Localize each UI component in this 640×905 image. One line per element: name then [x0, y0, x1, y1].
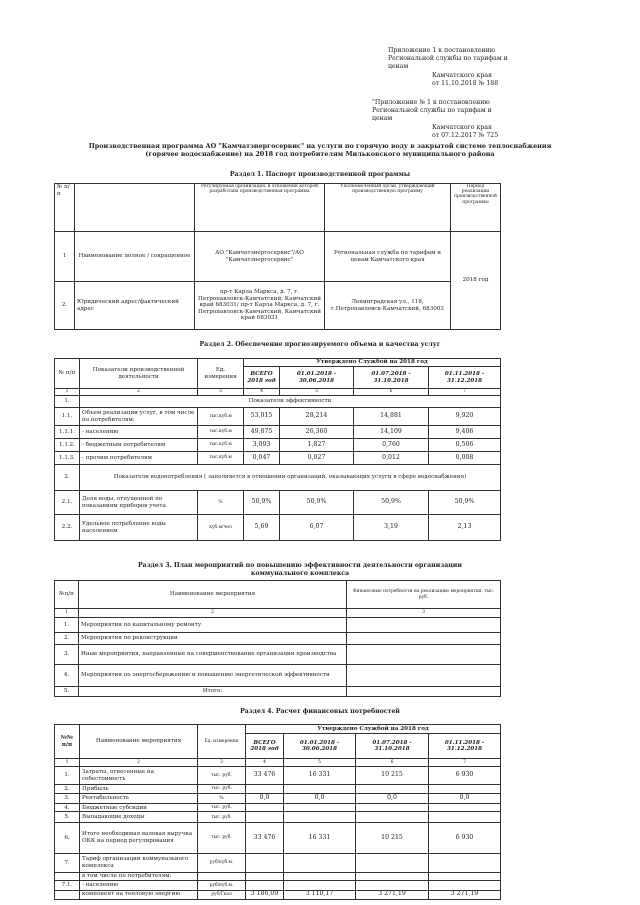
measure-value — [347, 687, 501, 697]
col-number: 5 — [280, 389, 354, 396]
value-period1: 26,360 — [280, 426, 354, 439]
value-total — [246, 881, 284, 890]
value-period1: 0,0 — [284, 793, 356, 803]
row-label: - населению — [80, 426, 198, 439]
value-total: 3 186,09 — [246, 890, 284, 899]
row-label: Прибыль — [80, 785, 198, 793]
header-name: Наименование мероприятия — [79, 581, 347, 609]
group-label: Показатели водопотребления ( заполняется в отношении организаций, оказывающих услуги в сфере водоснабжения) — [80, 465, 501, 491]
row-unit: куб.м/чел — [198, 515, 244, 541]
row-unit: тыс.куб.м — [198, 439, 244, 452]
row-unit: тыс.куб.м — [198, 452, 244, 465]
measure-name: Мероприятия по реконструкции — [79, 633, 347, 645]
row-num: 2.2. — [55, 515, 80, 541]
value-period2: 10 215 — [356, 822, 429, 853]
row-num: 5. — [55, 812, 80, 822]
value-period1 — [284, 785, 356, 793]
measures-table — [54, 580, 501, 697]
authority-name: Региональная служба по тарифам и ценам Камчатского края — [325, 232, 451, 282]
header-approved: Утверждено Службой на 2018 год — [246, 725, 501, 734]
volume-table — [54, 358, 501, 541]
value-total — [246, 872, 284, 880]
measure-name: Мероприятия по капитальному ремонту — [79, 618, 347, 633]
header-total: ВСЕГО 2018 год — [246, 734, 284, 759]
header-period3: 01.11.2018 - 31.12.2018 — [429, 734, 501, 759]
col-number: 5 — [284, 759, 356, 766]
col-number: 3 — [198, 389, 244, 396]
measure-value — [347, 618, 501, 633]
value-period1: 28,214 — [280, 408, 354, 426]
header-finance: Финансовые потребности на реализацию мероприятия, тыс. руб. — [347, 581, 501, 609]
row-num: 7. — [55, 854, 80, 873]
row-num: 6. — [55, 822, 80, 853]
org-name: АО "Камчатэнергосервис"/АО "Камчатэнергосервис" — [195, 232, 325, 282]
row-label: Рентабельность — [80, 793, 198, 803]
value-period1: 3 110,17 — [284, 890, 356, 899]
measure-name: Иные мероприятия, направленные на совершенствование организации производства — [79, 645, 347, 665]
row-num: 2. — [55, 633, 79, 645]
appendix-previous — [372, 99, 512, 140]
row-num: 1. — [55, 618, 79, 633]
value-total — [246, 804, 284, 812]
value-period2 — [356, 812, 429, 822]
col-number: 3 — [347, 609, 501, 618]
passport-table — [54, 183, 501, 330]
authority-address: Ленинградская ул., 118, г.Петропавловск-Камчатский, 683003 — [325, 282, 451, 330]
value-total: 50,9% — [244, 491, 280, 515]
value-period3 — [429, 854, 501, 873]
title-line: Производственная программа АО "Камчатэнергосервис" на услуги по горячую воду в закрытой системе теплоснабжения — [88, 142, 552, 150]
row-label: Юридический адрес/фактический адрес — [75, 282, 195, 330]
value-total: 33 476 — [246, 822, 284, 853]
value-period2: 0,760 — [354, 439, 429, 452]
row-num: 4. — [55, 804, 80, 812]
col-number: 1 — [55, 759, 80, 766]
header-period2: 01.07.2018 - 31.10.2018 — [356, 734, 429, 759]
col-number: 2 — [79, 609, 347, 618]
header-cell: Период реализации производственной программы — [451, 184, 501, 232]
col-number: 4 — [246, 759, 284, 766]
row-unit: тыс. руб. — [198, 804, 246, 812]
measure-name: Мероприятия по энергосбережению и повышению энергетической эффективности — [79, 665, 347, 687]
row-num: 2.1. — [55, 491, 80, 515]
value-period2: 3,19 — [354, 515, 429, 541]
row-unit: тыс. руб. — [198, 812, 246, 822]
value-period2: 10 215 — [356, 766, 429, 785]
row-num: 1. — [55, 766, 80, 785]
value-period3: 2,13 — [429, 515, 501, 541]
title-line: коммунального комплекса — [250, 570, 350, 577]
col-number: 7 — [429, 389, 501, 396]
row-num: 3. — [55, 793, 80, 803]
col-number: 2 — [80, 759, 198, 766]
section2-title: Раздел 2. Обеспечение прогнозируемого объема и качества услуг — [199, 341, 441, 348]
row-label: компонент на тепловую энергию — [80, 890, 198, 899]
header-cell: Уполномоченный орган, утверждающий производственную программу — [325, 184, 451, 232]
value-period1: 1,827 — [280, 439, 354, 452]
row-unit: тыс. руб. — [198, 785, 246, 793]
row-num: 2. — [55, 785, 80, 793]
appendix-line: от 07.12.2017 № 725 — [432, 131, 499, 139]
value-period2: 0,012 — [354, 452, 429, 465]
col-number: 2 — [80, 389, 198, 396]
appendix-line: Региональной службы по тарифам и ценам — [388, 55, 508, 71]
value-period3: 0,0 — [429, 793, 501, 803]
value-period3 — [429, 881, 501, 890]
measure-value — [347, 665, 501, 687]
row-num: 1.1.1. — [55, 426, 80, 439]
value-period3: 50,9% — [429, 491, 501, 515]
value-period1: 16 331 — [284, 766, 356, 785]
value-total — [246, 812, 284, 822]
value-total: 53,015 — [244, 408, 280, 426]
value-period1: 6,07 — [280, 515, 354, 541]
value-total: 0,0 — [246, 793, 284, 803]
row-label: - населению — [80, 881, 198, 890]
header-indicator: Показатели производственной деятельности — [80, 359, 198, 389]
appendix-current — [388, 47, 518, 88]
value-period1: 50,9% — [280, 491, 354, 515]
header-unit: Ед. измерения — [198, 725, 246, 759]
value-period3: 9,920 — [429, 408, 501, 426]
section1-title: Раздел 1. Паспорт производственной программы — [229, 171, 411, 178]
appendix-line: Камчатского края — [432, 123, 492, 131]
value-period2: 14,881 — [354, 408, 429, 426]
value-period3 — [429, 872, 501, 880]
row-label: Удельное потребление воды населением — [80, 515, 198, 541]
row-num: 1.1.2. — [55, 439, 80, 452]
section3-title — [40, 562, 560, 578]
row-unit: тыс.куб.м — [198, 408, 244, 426]
section4-title: Раздел 4. Расчет финансовых потребностей — [240, 708, 400, 715]
value-period1: 16 331 — [284, 822, 356, 853]
value-period1: 0,027 — [280, 452, 354, 465]
row-num — [55, 872, 80, 880]
group-label: Показатели эффективности — [80, 396, 501, 408]
header-approved: Утверждено Службой на 2018 год — [244, 359, 501, 367]
row-label: Наименование полное / сокращенное — [75, 232, 195, 282]
title-line: Раздел 3. План мероприятий по повышению эффективности деятельности организации — [138, 562, 462, 569]
value-period3: 6 930 — [429, 822, 501, 853]
header-total: ВСЕГО 2018 год — [244, 367, 280, 389]
col-number: 3 — [198, 759, 246, 766]
value-period2 — [356, 854, 429, 873]
value-period3 — [429, 812, 501, 822]
value-period1 — [284, 812, 356, 822]
col-number: 6 — [356, 759, 429, 766]
value-period2 — [356, 881, 429, 890]
value-period2: 50,9% — [354, 491, 429, 515]
header-period2: 01.07.2018 - 31.10.2018 — [354, 367, 429, 389]
value-total: 3,093 — [244, 439, 280, 452]
value-period3: 6 930 — [429, 766, 501, 785]
appendix-line: от 11.10.2018 № 188 — [432, 79, 499, 87]
row-unit: % — [198, 491, 244, 515]
value-period1 — [284, 881, 356, 890]
row-unit: % — [198, 793, 246, 803]
row-unit: тыс. руб. — [198, 822, 246, 853]
row-num: 1 — [55, 232, 75, 282]
row-num: 2. — [55, 282, 75, 330]
value-period2 — [356, 872, 429, 880]
col-number: 6 — [354, 389, 429, 396]
appendix-line: "Приложение № 1 к постановлению — [372, 99, 490, 106]
org-address: пр-т Карла Маркса, д. 7, г. Петропавловск-Камчатский, Камчатский край 683031/ пр-т Карла Маркса, д. 7, г. Петропавловск-Камчатский, Камчатский край 683031 — [195, 282, 325, 330]
appendix-line: Региональной службы по тарифам и ценам — [372, 107, 492, 123]
value-period1 — [284, 804, 356, 812]
row-label: Затраты, отнесенные на себестоимость — [80, 766, 198, 785]
col-number: 4 — [244, 389, 280, 396]
row-unit: руб/куб.м. — [198, 854, 246, 873]
row-num: 7.1. — [55, 881, 80, 890]
row-label: Выпадающие доходы — [80, 812, 198, 822]
measure-value — [347, 633, 501, 645]
row-unit: тыс.куб.м — [198, 426, 244, 439]
appendix-line: Приложение 1 к постановлению — [388, 47, 496, 54]
measure-value — [347, 645, 501, 665]
finance-table — [54, 724, 501, 900]
col-number: 1 — [55, 389, 80, 396]
header-period3: 01.11.2018 - 31.12.2018 — [429, 367, 501, 389]
row-unit: тыс. руб. — [198, 766, 246, 785]
row-label: Бюджетные субсидии — [80, 804, 198, 812]
row-unit — [198, 872, 246, 880]
header-num: №№ п/п — [55, 725, 80, 759]
value-period2 — [356, 785, 429, 793]
title-line: (горячее водоснабжение) на 2018 год потребителям Мильковского муниципального района — [145, 150, 495, 159]
value-period1 — [284, 854, 356, 873]
value-total: 5,69 — [244, 515, 280, 541]
row-num: 1.1. — [55, 408, 80, 426]
value-total — [246, 785, 284, 793]
header-period1: 01.01.2018 - 30.06.2018 — [280, 367, 354, 389]
value-period2: 14,109 — [354, 426, 429, 439]
value-period3: 0,008 — [429, 452, 501, 465]
row-unit: руб/Гкал — [198, 890, 246, 899]
header-name: Наименование мероприятия — [80, 725, 198, 759]
value-period3: 0,506 — [429, 439, 501, 452]
header-unit: Ед. измерения — [198, 359, 244, 389]
header-num: № п/п — [55, 359, 80, 389]
row-num — [55, 890, 80, 899]
value-period1 — [284, 872, 356, 880]
row-num: 4. — [55, 665, 79, 687]
value-period2 — [356, 804, 429, 812]
appendix-line: Камчатского края — [432, 71, 492, 79]
row-num: 3. — [55, 645, 79, 665]
header-cell — [75, 184, 195, 232]
value-period3: 9,406 — [429, 426, 501, 439]
value-period2: 0,0 — [356, 793, 429, 803]
value-period3 — [429, 804, 501, 812]
period-cell: 2018 год — [451, 232, 501, 330]
group-num: 2. — [55, 465, 80, 491]
row-num: 5. — [55, 687, 79, 697]
header-cell: Регулируемая организация, в отношении которой разработана производственная программа — [195, 184, 325, 232]
row-label: - прочим потребителям — [80, 452, 198, 465]
row-label: Доля воды, отпущенной по показаниям приборов учета — [80, 491, 198, 515]
header-period1: 01.01.2018 - 30.06.2018 — [284, 734, 356, 759]
row-label: - бюджетным потребителям — [80, 439, 198, 452]
value-period3: 3 271,19 — [429, 890, 501, 899]
value-period3 — [429, 785, 501, 793]
header-cell: № п/п — [55, 184, 75, 232]
value-total — [246, 854, 284, 873]
measure-name: Итого: — [79, 687, 347, 697]
row-label: Объем реализации услуг, в том числе по потребителям: — [80, 408, 198, 426]
value-total: 33 476 — [246, 766, 284, 785]
row-label: в том числе по потребителям: — [80, 872, 198, 880]
col-number: 1 — [55, 609, 79, 618]
document-title — [40, 142, 600, 159]
row-label: Итого необходимая валовая выручка ОКК на период регулирования — [80, 822, 198, 853]
value-period2: 3 271,19 — [356, 890, 429, 899]
col-number: 7 — [429, 759, 501, 766]
header-num: №п/п — [55, 581, 79, 609]
row-unit: руб/куб.м. — [198, 881, 246, 890]
group-num: 1. — [55, 396, 80, 408]
value-total: 0,047 — [244, 452, 280, 465]
value-total: 49,875 — [244, 426, 280, 439]
row-label: Тариф организации коммунального комплекса — [80, 854, 198, 873]
row-num: 1.1.3. — [55, 452, 80, 465]
